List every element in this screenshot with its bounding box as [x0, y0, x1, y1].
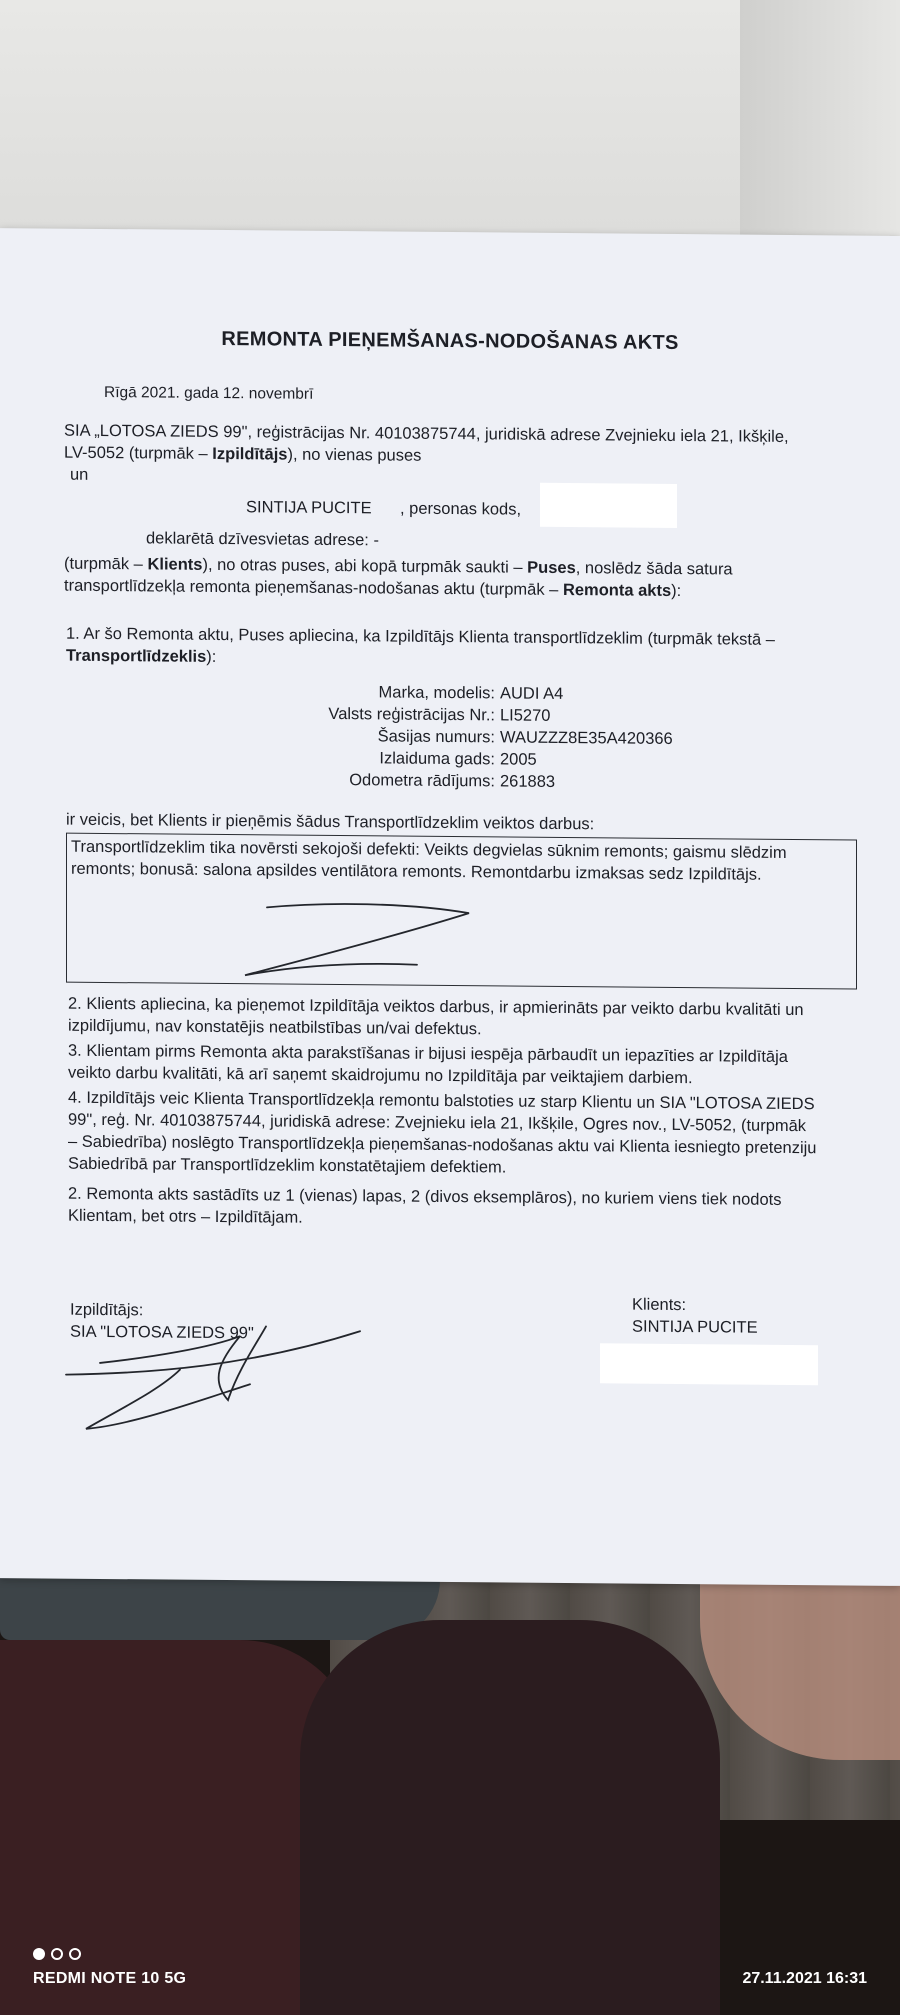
works-box-text — [71, 836, 850, 887]
vehicle-label: Izlaiduma gads: — [379, 749, 495, 769]
vehicle-value: 2005 — [500, 750, 537, 769]
party1-text-end: ), no vienas puses — [287, 445, 422, 465]
intro-text-end: , noslēdz šāda satura — [575, 559, 733, 579]
clause5-line1: 2. Remonta akts sastādīts uz 1 (vienas) lapas, 2 (divos eksemplāros), no kuriem viens tiek nodots — [68, 1184, 782, 1209]
watermark-model: REDMI NOTE 10 5G — [33, 1970, 187, 1987]
dot-icon — [33, 1948, 45, 1960]
watermark-datetime: 27.11.2021 16:31 — [742, 1970, 867, 1987]
signer-left-label: Izpildītājs: — [70, 1300, 144, 1320]
redaction-personal-code — [540, 483, 677, 528]
background-leg-right — [300, 1620, 720, 2015]
and-word: un — [70, 465, 89, 484]
clause4-line2: 99", reģ. Nr. 40103875744, juridiskā adrese: Zvejnieku iela 21, Ikšķile, Ogres nov., LV-5052, (turpmāk — [68, 1110, 807, 1136]
clause1-line2 — [66, 647, 216, 667]
vehicle-value: 261883 — [500, 772, 556, 791]
intro-text-mid: ), no otras puses, abi kopā turpmāk saukti – — [202, 555, 528, 577]
party1-line1: SIA „LOTOSA ZIEDS 99", reģistrācijas Nr. 40103875744, juridiskā adrese Zvejnieku iela 21, Ikšķile, — [64, 421, 789, 446]
clause5-line2: Klientam, bet otrs – Izpildītājam. — [68, 1206, 303, 1227]
personal-code-label: , personas kods, — [400, 499, 522, 519]
dot-ring-icon — [69, 1948, 81, 1960]
works-line2: remonts; bonusā: salona apsildes ventilātora remonts. Remontdarbu izmaksas sedz Izpildītājs. — [71, 859, 762, 884]
signer-right-name: SINTIJA PUCITE — [632, 1317, 758, 1337]
signer-left-name: SIA "LOTOSA ZIEDS 99" — [70, 1322, 254, 1343]
clause3-line2: veikto darbu kvalitāti, kā arī saņemt skaidrojumu no Izpildītāja par veiktajiem darbiem. — [68, 1063, 693, 1088]
vehicle-label: Odometra rādījums: — [349, 771, 495, 791]
vehicle-value: WAUZZZ8E35A420366 — [500, 728, 673, 748]
client-term: Klients — [147, 555, 203, 574]
watermark-dots — [33, 1947, 87, 1965]
clause3-line1: 3. Klientam pirms Remonta akta parakstīšanas ir bijusi iespēja pārbaudīt un iepazīties ar Izpildītāja — [68, 1041, 788, 1066]
executor-term: Izpildītājs — [212, 444, 288, 464]
works-box — [66, 833, 857, 990]
vehicle-term: Transportlīdzeklis — [66, 646, 207, 666]
intro-line2 — [64, 577, 681, 601]
party1-text: LV-5052 (turpmāk – — [64, 443, 213, 463]
works-intro: ir veicis, bet Klients ir pieņēmis šādus Transportlīdzeklim veiktos darbus: — [66, 810, 595, 834]
clause1-text-end: ): — [206, 647, 217, 666]
clause2-line2: izpildījumu, nav konstatējis neatbilstības un/vai defektus. — [68, 1016, 482, 1039]
clause1-line1: 1. Ar šo Remonta aktu, Puses apliecina, ka Izpildītājs Klienta transportlīdzeklim (turpmāk tekstā – — [66, 624, 775, 649]
background-wall-edge — [740, 0, 900, 250]
intro-line1 — [64, 555, 733, 580]
clause4-line4: Sabiedrībā par Transportlīdzeklim konstatētajiem defektiem. — [68, 1154, 507, 1177]
intro-text: (turpmāk – — [64, 554, 148, 574]
redaction-client-signature — [600, 1343, 818, 1385]
clause4-line3: – Sabiedrība) noslēgto Transportlīdzekļa pieņemšanas-nodošanas aktu vai Klienta iesniegto pretenziju — [68, 1132, 817, 1158]
works-line1: Transportlīdzeklim tika novērsti sekojoši defekti: Veikts degvielas sūknim remonts; gaismu slēdzim — [71, 837, 787, 862]
vehicle-label: Marka, modelis: — [378, 683, 495, 703]
vehicle-label: Šasijas numurs: — [377, 727, 495, 747]
clause4-line1: 4. Izpildītājs veic Klienta Transportlīdzekļa remontu balstoties uz starp Klientu un SIA "LOTOSA ZIEDS — [68, 1088, 815, 1114]
repair-act-term: Remonta akts — [562, 580, 672, 600]
clause2-line1: 2. Klients apliecina, ka pieņemot Izpildītāja veiktos darbus, ir apmierināts par veikto darbu kvalitāti un — [68, 994, 804, 1020]
box-scribble-signature — [237, 901, 497, 983]
parties-term: Puses — [527, 558, 576, 578]
document-title: REMONTA PIEŅEMŠANAS-NODOŠANAS AKTS — [221, 328, 679, 354]
intro2-text: transportlīdzekļa remonta pieņemšanas-nodošanas aktu (turpmāk – — [64, 576, 563, 599]
intro2-text-end: ): — [671, 581, 682, 601]
place-date: Rīgā 2021. gada 12. novembrī — [104, 383, 314, 403]
paper-sheet — [0, 228, 900, 1586]
vehicle-value: LI5270 — [500, 706, 551, 725]
vehicle-label: Valsts reģistrācijas Nr.: — [328, 704, 495, 725]
party1-line2 — [64, 444, 421, 466]
signer-right-label: Klients: — [632, 1295, 687, 1315]
executor-signature — [60, 1299, 420, 1442]
dot-ring-icon — [51, 1948, 63, 1960]
client-name: SINTIJA PUCITE — [246, 498, 372, 518]
address-label: deklarētā dzīvesvietas adrese: - — [146, 529, 379, 550]
vehicle-value: AUDI A4 — [500, 684, 564, 703]
